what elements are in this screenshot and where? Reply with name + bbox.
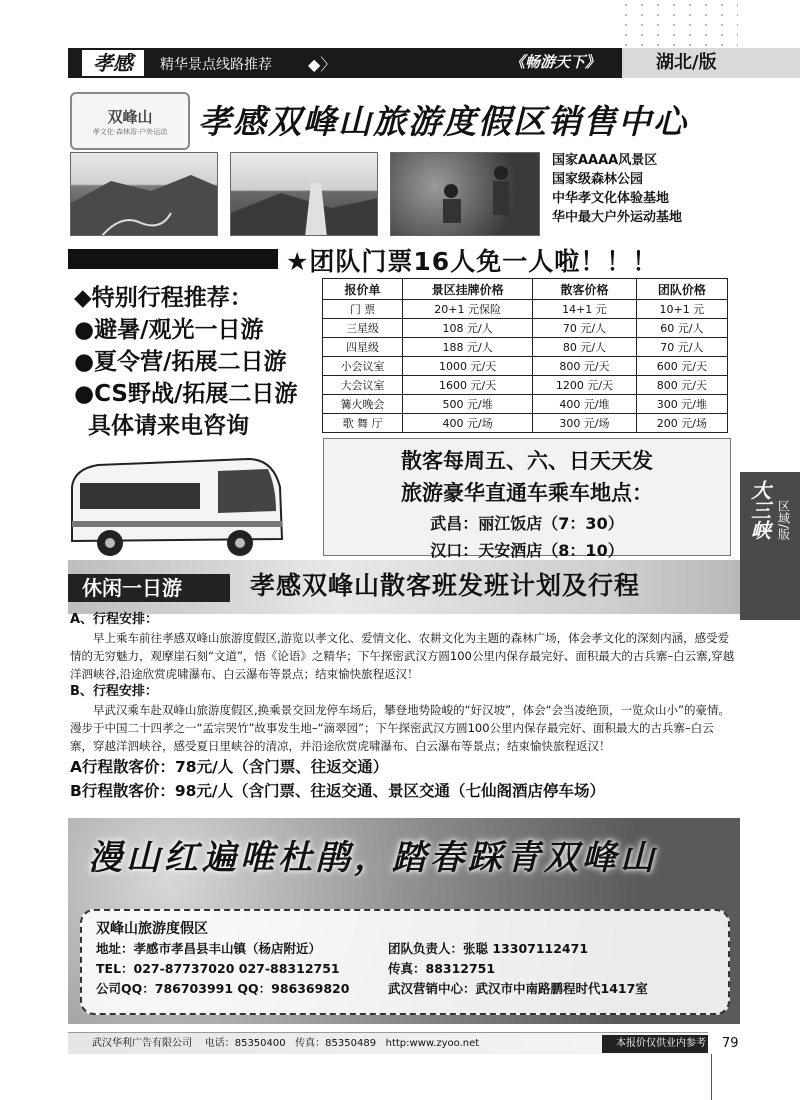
decorative-dots [618, 0, 738, 46]
slogan: 漫山红遍唯杜鹃，踏春踩青双峰山 [88, 838, 658, 878]
schedule-box [323, 438, 731, 560]
contact-fax: 传真：88312751 [388, 961, 496, 976]
special-item: ●夏令营/拓展二日游 [74, 349, 287, 375]
table-cell: 10+1 元 [636, 300, 727, 319]
contact-qq: 公司QQ：786703991 QQ：986369820 [96, 981, 350, 996]
table-cell: 200 元/场 [636, 414, 727, 433]
header-brand: 孝感 [82, 50, 144, 76]
footer-url[interactable]: http:www.zyoo.net [385, 1038, 480, 1049]
leisure-tag: 休闲一日游 [68, 574, 230, 602]
waterfall-photo [230, 152, 378, 236]
logo-text: 双峰山 [107, 108, 153, 126]
schedule-stop: 汉口：天安酒店（8：10） [430, 541, 624, 560]
side-tab-title: 大三峡 [747, 480, 772, 540]
feature-list [552, 151, 682, 227]
contact-tel: TEL：027-87737020 027-88312751 [96, 961, 340, 976]
table-cell: 400 元/场 [403, 414, 533, 433]
resort-logo [70, 92, 190, 150]
table-row [323, 357, 728, 376]
itinerary [70, 611, 736, 803]
page-number: 79 [722, 1036, 739, 1051]
divider [711, 1054, 712, 1100]
special-item: ●CS野战/拓展二日游 [74, 381, 298, 407]
table-header: 景区挂牌价格 [403, 279, 533, 300]
contact-box [80, 909, 730, 1015]
header-arrow-icon: ◆〉 [308, 55, 337, 74]
table-header-row [323, 279, 728, 300]
feature-item: 国家AAAA风景区 [552, 153, 658, 168]
tour-bus-image [68, 447, 290, 564]
table-cell: 1600 元/天 [403, 376, 533, 395]
table-cell: 1000 元/天 [403, 357, 533, 376]
table-cell: 300 元/堆 [636, 395, 727, 414]
contact-address: 地址：孝感市孝昌县丰山镇（杨店附近） [96, 941, 322, 956]
promo-text: ★团队门票16人免一人啦！！！ [286, 247, 659, 276]
special-heading: ◆特别行程推荐： [74, 285, 253, 311]
table-cell: 800 元/天 [533, 357, 637, 376]
table-cell: 三星级 [323, 319, 403, 338]
table-cell: 400 元/堆 [533, 395, 637, 414]
cs-game-photo [390, 152, 540, 236]
table-header: 散客价格 [533, 279, 637, 300]
soldier-illustration [391, 153, 540, 236]
table-cell: 14+1 元 [533, 300, 637, 319]
table-header: 团队价格 [636, 279, 727, 300]
footer-note: 本报价仅供业内参考 [602, 1035, 708, 1053]
price-table [322, 278, 728, 433]
table-row [323, 319, 728, 338]
page-title: 孝感双峰山旅游度假区销售中心 [198, 102, 688, 141]
feature-item: 中华孝文化体验基地 [552, 191, 670, 206]
itinerary-a-text: 早上乘车前往孝感双峰山旅游度假区,游览以孝文化、爱情文化、农耕文化为主题的森林广场，体会孝文化的深刻内涵，感受爱情的无穷魅力，观摩崖石刻“文道”，悟《论语》之精华；下午探密武汉方圆100公里内保存最完好、面积最大的古兵寨–白云寨,穿越洋泗峡谷,沿途欣赏虎啸瀑布、白云瀑布等景点；结束愉快旅程返汉！ [70, 631, 735, 681]
table-cell: 篝火晚会 [323, 395, 403, 414]
table-row [323, 338, 728, 357]
table-cell: 300 元/场 [533, 414, 637, 433]
schedule-stop: 武昌：丽江饭店（7：30） [430, 514, 624, 533]
itinerary-b-heading: B、行程安排： [70, 684, 158, 699]
plan-title: 孝感双峰山散客班发班计划及行程 [250, 571, 641, 600]
contact-name: 双峰山旅游度假区 [96, 921, 208, 937]
table-cell: 70 元/人 [636, 338, 727, 357]
footer-company: 武汉华利广告有限公司 [92, 1038, 192, 1049]
waterfall-illustration [231, 153, 378, 236]
promo-bar [68, 249, 278, 269]
schedule-line1: 散客每周五、六、日天天发 [401, 449, 653, 473]
schedule-line2: 旅游豪华直通车乘车地点： [401, 481, 653, 505]
table-cell: 小会议室 [323, 357, 403, 376]
table-row [323, 414, 728, 433]
mountain-illustration [71, 153, 218, 236]
feature-item: 华中最大户外运动基地 [552, 210, 683, 225]
feature-item: 国家级森林公园 [552, 172, 644, 187]
table-cell: 20+1 元保险 [403, 300, 533, 319]
special-item: ●避暑/观光一日游 [74, 317, 264, 343]
table-cell: 800 元/天 [636, 376, 727, 395]
table-row [323, 395, 728, 414]
header-subtitle: 精华景点线路推荐 [160, 57, 272, 73]
table-cell: 门 票 [323, 300, 403, 319]
price-a: A行程散客价：78元/人（含门票、往返交通） [70, 758, 389, 776]
table-cell: 四星级 [323, 338, 403, 357]
footer-fax: 传真：85350489 [295, 1038, 377, 1049]
table-cell: 大会议室 [323, 376, 403, 395]
itinerary-b-text: 早武汉乘车赴双峰山旅游度假区,换乘景交回龙停车场后，攀登地势险峻的“好汉坡”，体会“会当凌绝顶，一览众山小”的豪情。漫步于中国二十四孝之一“孟宗哭竹”故事发生地–“滴翠园”；下午探密武汉方圆100公里内保存最完好、面积最大的古兵寨–白云寨，穿越洋泗峡谷，感受夏日里峡谷的清凉，并沿途欣赏虎啸瀑布、白云瀑布等景点；结束愉快旅程返汉！ [70, 703, 730, 753]
itinerary-a-heading: A、行程安排： [70, 612, 159, 627]
table-row [323, 300, 728, 319]
table-row [323, 376, 728, 395]
table-cell: 60 元/人 [636, 319, 727, 338]
table-cell: 80 元/人 [533, 338, 637, 357]
table-header: 报价单 [323, 279, 403, 300]
bus-icon [68, 447, 290, 564]
header-edition: 湖北/版 [622, 48, 800, 78]
table-cell: 108 元/人 [403, 319, 533, 338]
table-cell: 500 元/堆 [403, 395, 533, 414]
table-cell: 600 元/天 [636, 357, 727, 376]
price-b: B行程散客价：98元/人（含门票、往返交通、景区交通（七仙阁酒店停车场） [70, 782, 606, 800]
side-tab-subtitle: 区域/版 [776, 499, 791, 540]
special-contact: 具体请来电咨询 [88, 413, 249, 439]
logo-tagline: 孝文化·森林浴·户外运动 [92, 128, 168, 136]
table-cell: 70 元/人 [533, 319, 637, 338]
side-tab [740, 472, 800, 620]
footer [68, 1032, 708, 1054]
contact-team-lead: 团队负责人：张聪 13307112471 [388, 941, 589, 956]
contact-wuhan: 武汉营销中心：武汉市中南路鹏程时代1417室 [388, 981, 648, 996]
table-cell: 1200 元/天 [533, 376, 637, 395]
mountain-photo [70, 152, 218, 236]
special-itineraries [74, 282, 297, 442]
footer-phone: 电话：85350400 [204, 1038, 286, 1049]
table-cell: 188 元/人 [403, 338, 533, 357]
table-cell: 歌 舞 厅 [323, 414, 403, 433]
header-magazine: 《畅游天下》 [510, 53, 601, 71]
